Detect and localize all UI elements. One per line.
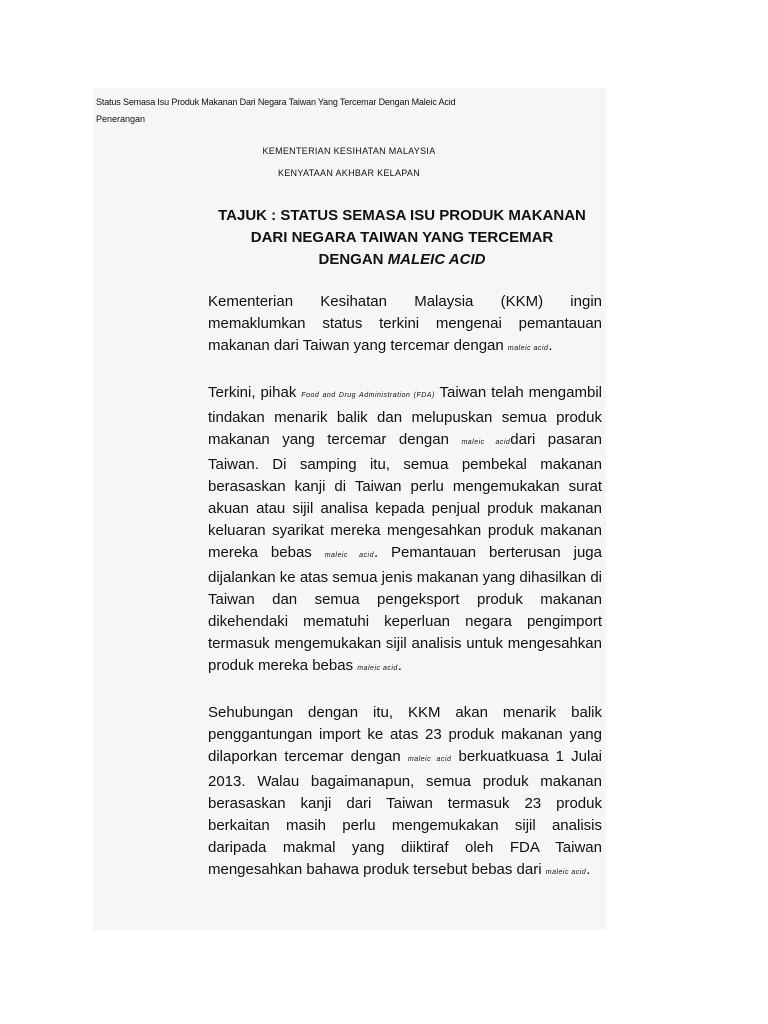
document-title: Status Semasa Isu Produk Makanan Dari Negara Taiwan Yang Tercemar Dengan Maleic Acid	[96, 97, 456, 107]
p3-term-1: maleic acid	[407, 756, 452, 763]
p1-term-1: maleic acid	[507, 345, 549, 352]
p2-term-4: maleic acid	[357, 665, 398, 672]
heading-line-3	[208, 249, 596, 271]
ministry-name: KEMENTERIAN KESIHATAN MALAYSIA	[262, 146, 436, 156]
p2-text-a: Terkini, pihak	[208, 384, 302, 401]
p2-term-2: maleic acid	[461, 439, 511, 446]
heading-line-3-prefix: DENGAN	[318, 251, 388, 268]
heading-line-1: TAJUK : STATUS SEMASA ISU PRODUK MAKANAN	[218, 207, 586, 224]
p1-text-a: Kementerian Kesihatan Malaysia (KKM) ingin memaklumkan status terkini mengenai pemantauan makanan dari Taiwan yang tercemar dengan	[208, 293, 602, 354]
paragraph-1	[208, 291, 602, 360]
p2-text-c: dari pasaran Taiwan. Di samping itu, semua pembekal makanan berasaskan kanji di Taiwan perlu mengemukakan surat akuan atau sijil analisa kepada penjual produk makanan keluaran syarikat mereka mengesahkan produk makanan mereka bebas	[208, 431, 603, 561]
document-subtitle: Penerangan	[96, 114, 146, 124]
p3-text-a: Sehubungan dengan itu, KKM akan menarik balik penggantungan import ke atas 23 produk makanan yang dilaporkan tercemar dengan	[208, 704, 602, 765]
p3-term-2: maleic acid	[545, 869, 587, 876]
p2-term-3: maleic acid	[324, 552, 374, 559]
press-statement-label: KENYATAAN AKHBAR KELAPAN	[277, 168, 421, 178]
p2-text-d: . Pemantauan berterusan juga dijalankan ke atas semua jenis makanan yang dihasilkan di Taiwan dan semua pengeksport produk makanan dikehendaki mematuhi keperluan negara pengimport termasuk mengemukakan sijil analisis untuk mengesahkan produk mereka bebas	[208, 544, 602, 674]
heading-line-2: DARI NEGARA TAIWAN YANG TERCEMAR	[250, 229, 554, 246]
statement-body	[208, 291, 602, 906]
paragraph-2	[208, 382, 602, 680]
p2-text-e: .	[397, 657, 402, 674]
statement-heading	[208, 205, 596, 271]
document-page	[93, 88, 606, 930]
p1-text-b: .	[548, 337, 553, 354]
p2-text-b: Taiwan telah mengambil tindakan menarik balik dan melupuskan semua produk makanan yang tercemar dengan	[208, 384, 602, 448]
p2-term-1: Food and Drug Administration (FDA)	[301, 392, 435, 399]
paragraph-3	[208, 702, 602, 884]
p3-text-c: .	[586, 861, 591, 878]
heading-line-3-emphasis: MALEIC ACID	[387, 251, 486, 268]
p3-text-b: berkuatkuasa 1 Julai 2013. Walau bagaimanapun, semua produk makanan berasaskan kanji dari Taiwan termasuk 23 produk berkaitan masih perlu mengemukakan sijil analisis daripada makmal yang diiktiraf oleh FDA Taiwan mengesahkan bahawa produk tersebut bebas dari	[208, 748, 602, 878]
